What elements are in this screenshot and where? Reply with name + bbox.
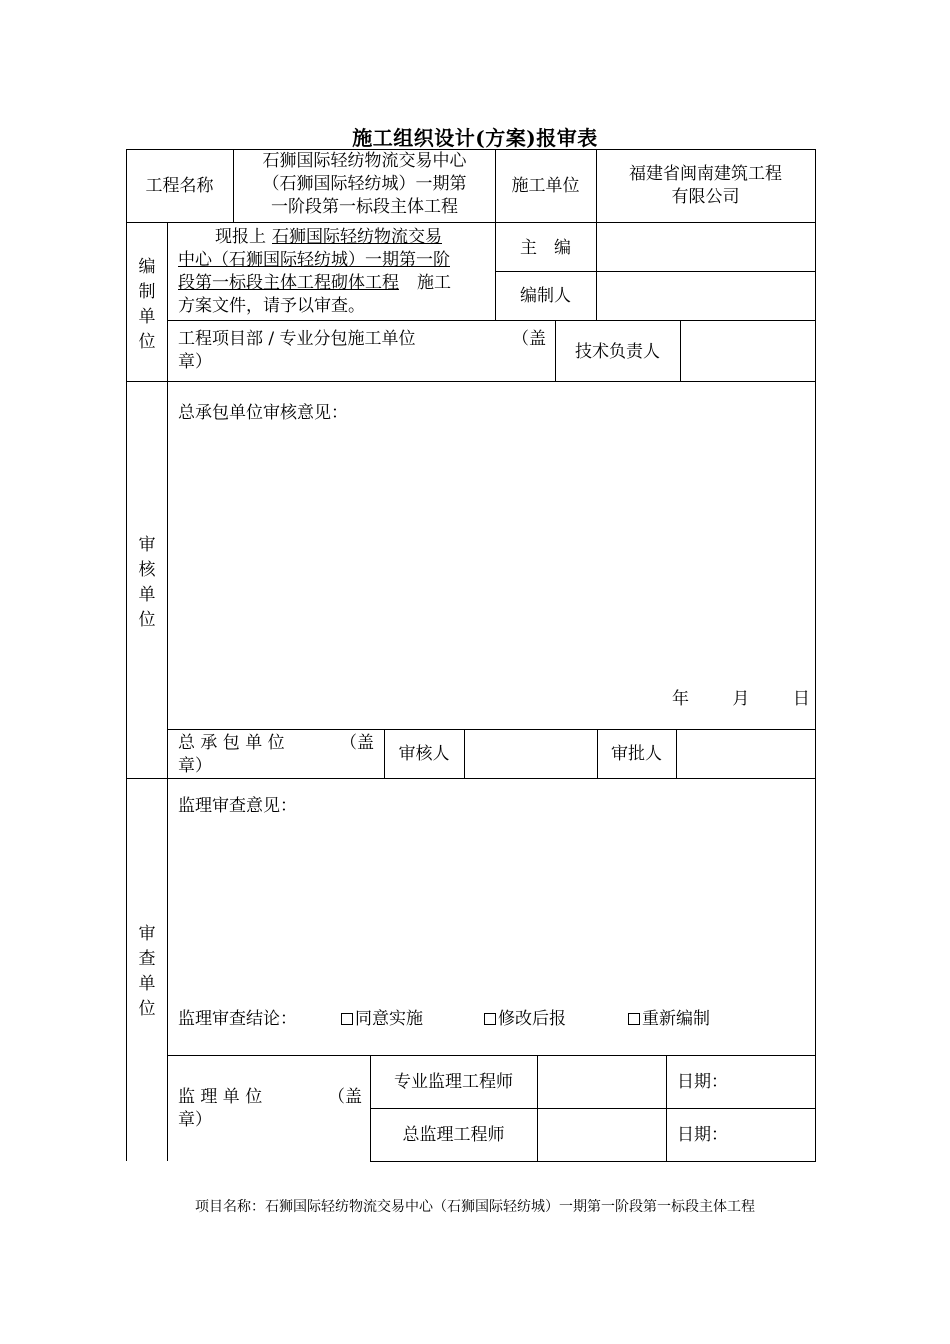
dept-line: 工程项目部 / 专业分包施工单位	[178, 329, 416, 349]
report-line: 方案文件，请予以审查。	[178, 296, 365, 316]
side-char: 位	[138, 610, 156, 630]
report-line	[178, 249, 490, 272]
side-char: 单	[138, 307, 156, 327]
gc-line: 总 承 包 单 位	[178, 733, 285, 753]
inspect-unit-side-label	[136, 922, 158, 1022]
approver-field[interactable]	[677, 730, 814, 777]
editor-field[interactable]	[597, 272, 814, 319]
side-char: 位	[138, 332, 156, 352]
gc-opinion-label: 总承包单位审核意见：	[178, 403, 348, 423]
col-divider	[167, 222, 168, 1161]
report-prefix: 现报上	[215, 227, 266, 247]
col-divider	[815, 149, 816, 1162]
project-name-value	[234, 150, 495, 219]
side-char: 查	[138, 949, 156, 969]
side-char: 审	[138, 535, 156, 555]
project-name-line: （石狮国际轻纺城）一期第	[262, 174, 467, 194]
chief-engineer-label: 总监理工程师	[402, 1125, 505, 1145]
month-label: 月	[732, 689, 750, 709]
col-divider	[666, 1055, 667, 1161]
seal-open: （盖	[512, 329, 546, 349]
gc-unit-label	[178, 732, 378, 778]
approver-label: 审批人	[611, 744, 662, 764]
sup-line: 监 理 单 位	[178, 1087, 263, 1107]
contractor-line: 有限公司	[671, 187, 740, 207]
tech-lead-label: 技术负责人	[575, 342, 660, 362]
reviewer-label: 审核人	[398, 744, 450, 764]
chief-editor-label: 主 编	[520, 238, 571, 258]
option-label: 重新编制	[642, 1009, 710, 1029]
project-name-label: 工程名称	[145, 176, 214, 196]
date-field[interactable]	[730, 1109, 814, 1160]
row-divider	[126, 778, 815, 779]
contractor-label: 施工单位	[511, 176, 580, 196]
seal-open: （盖	[328, 1087, 362, 1107]
report-line	[178, 272, 490, 295]
tech-lead-field[interactable]	[681, 321, 814, 380]
option-approve[interactable]	[341, 1008, 423, 1031]
dept-label	[178, 328, 550, 374]
date-field[interactable]	[730, 1056, 814, 1107]
review-unit-side-label	[136, 533, 158, 633]
reviewer-field[interactable]	[465, 730, 596, 777]
seal-close: 章）	[178, 756, 212, 776]
row-divider	[126, 381, 815, 382]
option-label: 修改后报	[498, 1009, 566, 1029]
year-label: 年	[672, 689, 689, 709]
seal-close: 章）	[178, 352, 212, 372]
checkbox-icon[interactable]	[484, 1013, 496, 1025]
specialist-engineer-label: 专业监理工程师	[394, 1072, 513, 1092]
option-revise[interactable]	[484, 1008, 566, 1031]
side-char: 核	[138, 560, 156, 580]
side-char: 单	[138, 585, 156, 605]
side-char: 审	[138, 924, 156, 944]
project-name-line: 一阶段第一标段主体工程	[271, 197, 458, 217]
checkbox-icon[interactable]	[628, 1013, 640, 1025]
supervision-unit-label	[178, 1086, 364, 1132]
day-label: 日	[792, 689, 810, 709]
report-line	[178, 226, 490, 249]
project-name-line: 石狮国际轻纺物流交易中心	[262, 151, 467, 171]
row-divider	[167, 1055, 815, 1056]
side-char: 编	[138, 257, 156, 277]
checkbox-icon[interactable]	[341, 1013, 353, 1025]
seal-open: （盖	[340, 733, 374, 753]
page-footer: 项目名称：石狮国际轻纺物流交易中心（石狮国际轻纺城）一期第一阶段第一标段主体工程	[195, 1199, 755, 1215]
option-label: 同意实施	[355, 1009, 423, 1029]
report-statement	[178, 226, 490, 318]
project-name-underlined: 石狮国际轻纺物流交易	[272, 227, 442, 247]
supervision-opinion-label: 监理审查意见：	[178, 796, 297, 816]
specialist-engineer-field[interactable]	[538, 1056, 665, 1107]
chief-editor-field[interactable]	[597, 223, 814, 270]
report-tail: 施工	[417, 273, 451, 293]
side-char: 制	[138, 282, 156, 302]
editor-label: 编制人	[520, 286, 571, 306]
side-char: 位	[138, 999, 156, 1019]
project-name-underlined: 中心（石狮国际轻纺城）一期第一阶	[178, 250, 450, 270]
review-date	[672, 688, 810, 711]
side-char: 单	[138, 974, 156, 994]
row-divider	[370, 1161, 815, 1162]
chief-engineer-field[interactable]	[538, 1109, 665, 1160]
contractor-line: 福建省闽南建筑工程	[629, 164, 782, 184]
col-divider	[126, 149, 127, 1161]
option-recompile[interactable]	[628, 1008, 710, 1031]
supervision-conclusion	[178, 1008, 808, 1031]
gc-opinion-field[interactable]	[168, 430, 814, 680]
date-label: 日期：	[677, 1125, 728, 1145]
date-label: 日期：	[677, 1072, 728, 1092]
form-title: 施工组织设计(方案)报审表	[352, 126, 598, 150]
conclusion-label: 监理审查结论：	[178, 1009, 297, 1029]
seal-close: 章）	[178, 1110, 212, 1130]
project-name-underlined: 段第一标段主体工程砌体工程	[178, 273, 399, 293]
supervision-opinion-field[interactable]	[168, 822, 814, 1000]
compile-unit-side-label	[136, 255, 158, 355]
contractor-value	[596, 163, 815, 209]
